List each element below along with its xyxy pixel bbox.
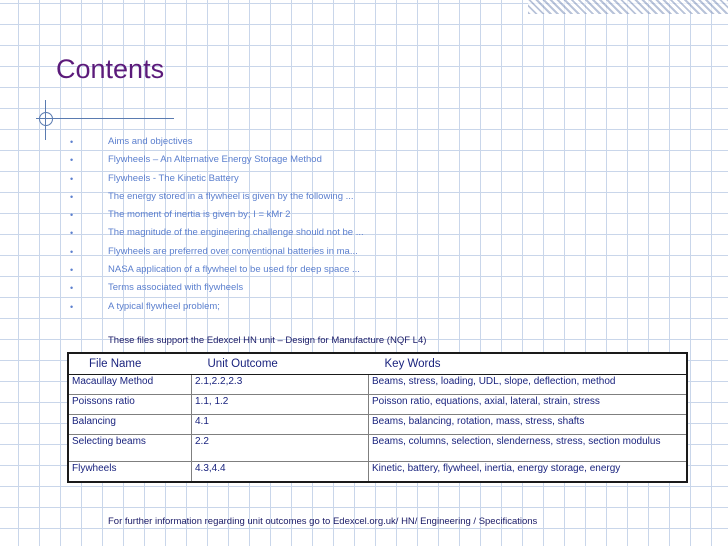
key-words-cell: Kinetic, battery, flywheel, inertia, energy storage, energy <box>369 462 688 483</box>
key-words-cell: Beams, columns, selection, slenderness, stress, section modulus <box>369 435 688 462</box>
bullet-icon: • <box>70 301 74 312</box>
file-name-cell: Selecting beams <box>68 435 192 462</box>
contents-item[interactable] <box>70 133 364 151</box>
contents-item[interactable] <box>70 224 364 242</box>
contents-item[interactable] <box>70 206 364 224</box>
bullet-icon: • <box>70 173 74 184</box>
unit-outcomes-table <box>67 352 688 483</box>
column-header-unit-outcome: Unit Outcome <box>192 353 369 375</box>
contents-item-label: Flywheels - The Kinetic Battery <box>108 172 239 184</box>
support-note: These files support the Edexcel HN unit – Design for Manufacture (NQF L4) <box>108 335 427 346</box>
contents-item[interactable] <box>70 151 364 169</box>
unit-outcome-cell: 4.3,4.4 <box>192 462 369 483</box>
column-header-file-name: File Name <box>68 353 192 375</box>
bullet-icon: • <box>70 155 74 166</box>
contents-item-label: The magnitude of the engineering challenge should not be ... <box>108 227 364 239</box>
column-header-key-words: Key Words <box>369 353 688 375</box>
file-name-cell: Poissons ratio <box>68 395 192 415</box>
contents-item[interactable] <box>70 243 364 261</box>
key-words-cell: Beams, balancing, rotation, mass, stress, shafts <box>369 415 688 435</box>
contents-item-label: Aims and objectives <box>108 136 193 147</box>
file-name-cell: Balancing <box>68 415 192 435</box>
decorative-circle <box>39 112 53 126</box>
unit-outcome-cell: 2.2 <box>192 435 369 462</box>
title-underline <box>36 118 174 119</box>
bullet-icon: • <box>70 210 74 221</box>
contents-item-label: NASA application of a flywheel to be used for deep space ... <box>108 264 360 276</box>
bullet-icon: • <box>70 191 74 202</box>
bullet-icon: • <box>70 228 74 239</box>
contents-item[interactable] <box>70 170 364 188</box>
contents-item[interactable] <box>70 298 364 316</box>
contents-item-label: Flywheels are preferred over conventional batteries in ma... <box>108 245 358 257</box>
key-words-cell: Beams, stress, loading, UDL, slope, deflection, method <box>369 375 688 395</box>
table-row <box>68 415 687 435</box>
bullet-icon: • <box>70 137 74 147</box>
contents-item[interactable] <box>70 188 364 206</box>
bullet-icon: • <box>70 246 74 257</box>
page-title: Contents <box>56 54 165 84</box>
contents-item[interactable] <box>70 261 364 279</box>
file-name-cell: Macaullay Method <box>68 375 192 395</box>
table-row <box>68 462 687 483</box>
contents-item-label: The moment of inertia is given by; I = kMr 2 <box>108 209 291 221</box>
table-row <box>68 435 687 462</box>
table-header-row <box>68 353 687 375</box>
contents-item-label: A typical flywheel problem; <box>108 300 220 312</box>
table-row <box>68 375 687 395</box>
table-row <box>68 395 687 415</box>
contents-item-label: The energy stored in a flywheel is given by the following ... <box>108 190 354 202</box>
contents-item-label: Terms associated with flywheels <box>108 282 244 294</box>
unit-outcome-cell: 2.1,2.2,2.3 <box>192 375 369 395</box>
contents-list <box>70 133 364 316</box>
corner-decoration <box>528 0 728 14</box>
key-words-cell: Poisson ratio, equations, axial, lateral, strain, stress <box>369 395 688 415</box>
contents-item-label: Flywheels – An Alternative Energy Storage Method <box>108 154 322 166</box>
unit-outcome-cell: 1.1, 1.2 <box>192 395 369 415</box>
footer-note: For further information regarding unit outcomes go to Edexcel.org.uk/ HN/ Engineering / Specifications <box>108 516 538 527</box>
bullet-icon: • <box>70 283 74 294</box>
bullet-icon: • <box>70 265 74 276</box>
unit-outcome-cell: 4.1 <box>192 415 369 435</box>
contents-item[interactable] <box>70 279 364 297</box>
file-name-cell: Flywheels <box>68 462 192 483</box>
